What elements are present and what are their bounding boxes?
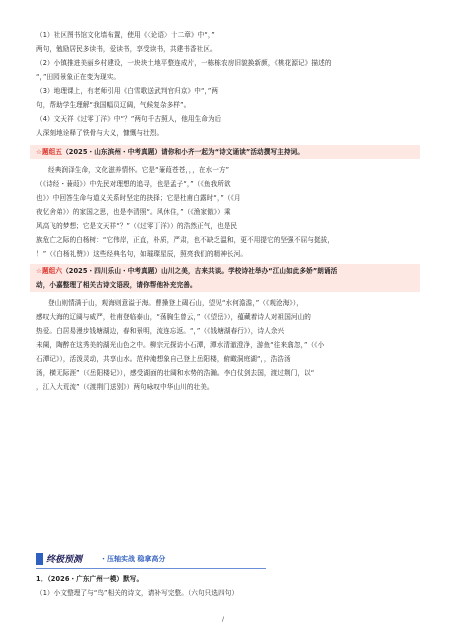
text: 石潭记》），活泼灵动，共享山水。范仲淹想象自己登上岳阳楼，俯瞰洞庭湖“ bbox=[36, 355, 261, 363]
section-title: 终极预测 bbox=[46, 555, 83, 565]
text: 热爱。白居易漫步钱塘湖边，春和景明，流连忘返。“ bbox=[36, 327, 194, 335]
question-title: 1．（2026・广东广州一模）默写。 bbox=[36, 575, 144, 583]
text: ”（《渔家傲》）乘 bbox=[180, 208, 231, 216]
text: （2）小镇推进美丽乡村建设，一块块土地平整连成片，一栋栋农房旧貌换新颜，《桃花源记》描述的 bbox=[36, 59, 332, 67]
question-tag: ☆题组五 bbox=[36, 148, 63, 156]
text: ， bbox=[216, 194, 221, 202]
q2-line4 bbox=[36, 207, 416, 218]
text: （4）文天祥《过零丁洋》中“ bbox=[36, 115, 125, 123]
text: ”（《过零丁洋》）的浩然正气，也是民 bbox=[126, 222, 238, 230]
q3-line1 bbox=[36, 298, 416, 309]
text: ， bbox=[193, 327, 197, 335]
q2-header bbox=[36, 147, 416, 157]
text: 夜忆舍弟》）的家国之思，也是李清照“ bbox=[36, 208, 151, 216]
text: 也》）中回答生命与道义关系时坚定的抉择；它是杜甫白露时“ bbox=[36, 194, 217, 202]
text: ”（《钱塘湖春行》），诗人余兴 bbox=[196, 327, 285, 335]
q2-line3 bbox=[36, 193, 416, 204]
q3-line5 bbox=[36, 354, 416, 365]
text: ？ bbox=[119, 222, 127, 230]
question-title: （2025・四川乐山・中考真题）山川之美，古来共谈。学校诗社举办“江山如此多娇”朗诵活 bbox=[62, 267, 338, 275]
q4-line1 bbox=[36, 588, 416, 598]
section-subtitle: ・压轴实战 稳拿高分 bbox=[100, 555, 166, 563]
q2-line2 bbox=[36, 179, 416, 190]
text: 两句，勉励居民多读书，爱读书，享受读书，共建书香社区。 bbox=[36, 45, 217, 53]
q2-line1 bbox=[36, 165, 416, 176]
q1-line7 bbox=[36, 114, 416, 125]
q1-line1 bbox=[36, 30, 416, 41]
q3-line6 bbox=[36, 368, 416, 379]
text: （1）社区图书馆文化墙布置，使用《〈论语〉十二章》中“ bbox=[36, 31, 208, 39]
section-divider bbox=[36, 568, 266, 569]
text: 汤，横无际涯”（《岳阳楼记》），感受湖面的壮阔和水势的浩瀚。李白仗剑去国，渡过荆门，以“ bbox=[36, 369, 315, 377]
text: 经典润泽生命，文化滋养情怀。它是“蒹葭苍苍， bbox=[48, 166, 189, 174]
text: ， bbox=[186, 180, 191, 188]
question-title: 动，小嘉整理了相关古诗文语段，请你帮他补充完善。 bbox=[36, 281, 197, 289]
text: ”两 bbox=[207, 87, 219, 95]
text: ”（《小 bbox=[303, 341, 325, 349]
text: ，在水一方” bbox=[192, 166, 230, 174]
question-title: （2025・山东滨州・中考真题）请你和小齐一起为“诗文诵读”活动撰写主持词。 bbox=[62, 148, 304, 156]
q1-line8 bbox=[36, 128, 416, 138]
text: ， bbox=[188, 166, 193, 174]
q4-header bbox=[36, 574, 416, 584]
text: ” bbox=[211, 31, 215, 39]
q1-line3 bbox=[36, 58, 416, 68]
text: ”两句千古照人，他用生命为后 bbox=[130, 115, 222, 123]
text: 感叹大海的辽阔与威严，杜甫登临泰山，“荡胸生曾云， bbox=[36, 313, 197, 321]
text: ， bbox=[260, 355, 264, 363]
text: 。风休住， bbox=[150, 208, 181, 216]
text: 句，帮助学生理解“我国幅员辽阔，气候复杂多样”。 bbox=[36, 101, 191, 109]
section-marker bbox=[36, 553, 43, 565]
text: ”（《望岳》），蕴藏着诗人对祖国河山的 bbox=[196, 313, 311, 321]
text: ， bbox=[204, 87, 208, 95]
text: ”田园景象正在变为现实。 bbox=[42, 73, 121, 81]
text: ”（《鱼我所欲 bbox=[190, 180, 231, 188]
page-number: / bbox=[222, 616, 225, 623]
q3-line4 bbox=[36, 340, 416, 351]
text: （1）小文整理了与“鸟”相关的诗文，请补写完整。（六句只选四句） bbox=[36, 589, 239, 597]
q1-line6 bbox=[36, 100, 416, 110]
text: （3）地理课上，有老师引用《白雪歌送武判官归京》中“ bbox=[36, 87, 205, 95]
text: ， bbox=[207, 31, 212, 39]
text: ”（《月 bbox=[220, 194, 241, 202]
q1-line5 bbox=[36, 86, 416, 97]
text: “ bbox=[36, 73, 40, 81]
text: ！”（《白杨礼赞》）这些经典名句，如璀璨星辰，照亮我们的精神长河。 bbox=[36, 250, 248, 258]
q1-line2 bbox=[36, 44, 416, 54]
q1-line4 bbox=[36, 72, 416, 83]
text: ，江入大荒流”（《渡荆门送别》）两句咏叹中华山川的壮美。 bbox=[36, 383, 214, 391]
q3-line7 bbox=[36, 382, 416, 392]
text: 未阑，陶醉在这秀美的湖光山色之中。柳宗元探访小石潭，潭水清澈澄净，游鱼“往来翕忽， bbox=[36, 341, 304, 349]
question-tag: ☆题组六 bbox=[36, 267, 63, 275]
q3-header-2 bbox=[36, 280, 416, 290]
text: ”（《观沧海》）， bbox=[255, 299, 303, 307]
q3-header bbox=[36, 266, 416, 276]
text: 风高飞的梦想；它是文天祥“ bbox=[36, 222, 120, 230]
text: 人深刻地诠释了铁骨与大义，慷慨与壮烈。 bbox=[36, 129, 164, 137]
q3-line3 bbox=[36, 326, 416, 337]
text: ， bbox=[39, 73, 43, 81]
text: ，浩浩汤 bbox=[263, 355, 291, 363]
text: （《诗经・蒹葭》）中先民对理想的追寻，也是孟子“ bbox=[36, 180, 187, 188]
text: 登山则情满于山，观海则意溢于海。曹操登上碣石山，望见“水何澹澹， bbox=[48, 299, 256, 307]
q3-line2 bbox=[36, 312, 416, 323]
text: ？ bbox=[124, 115, 131, 123]
q2-line5 bbox=[36, 221, 416, 232]
text: 族危亡之际的白杨树：“它伟岸，正直，朴质，严肃，也不缺乏温和，更不用提它的坚强不屈与挺拔， bbox=[36, 236, 335, 244]
q2-line7 bbox=[36, 249, 416, 260]
q2-line6 bbox=[36, 235, 416, 245]
